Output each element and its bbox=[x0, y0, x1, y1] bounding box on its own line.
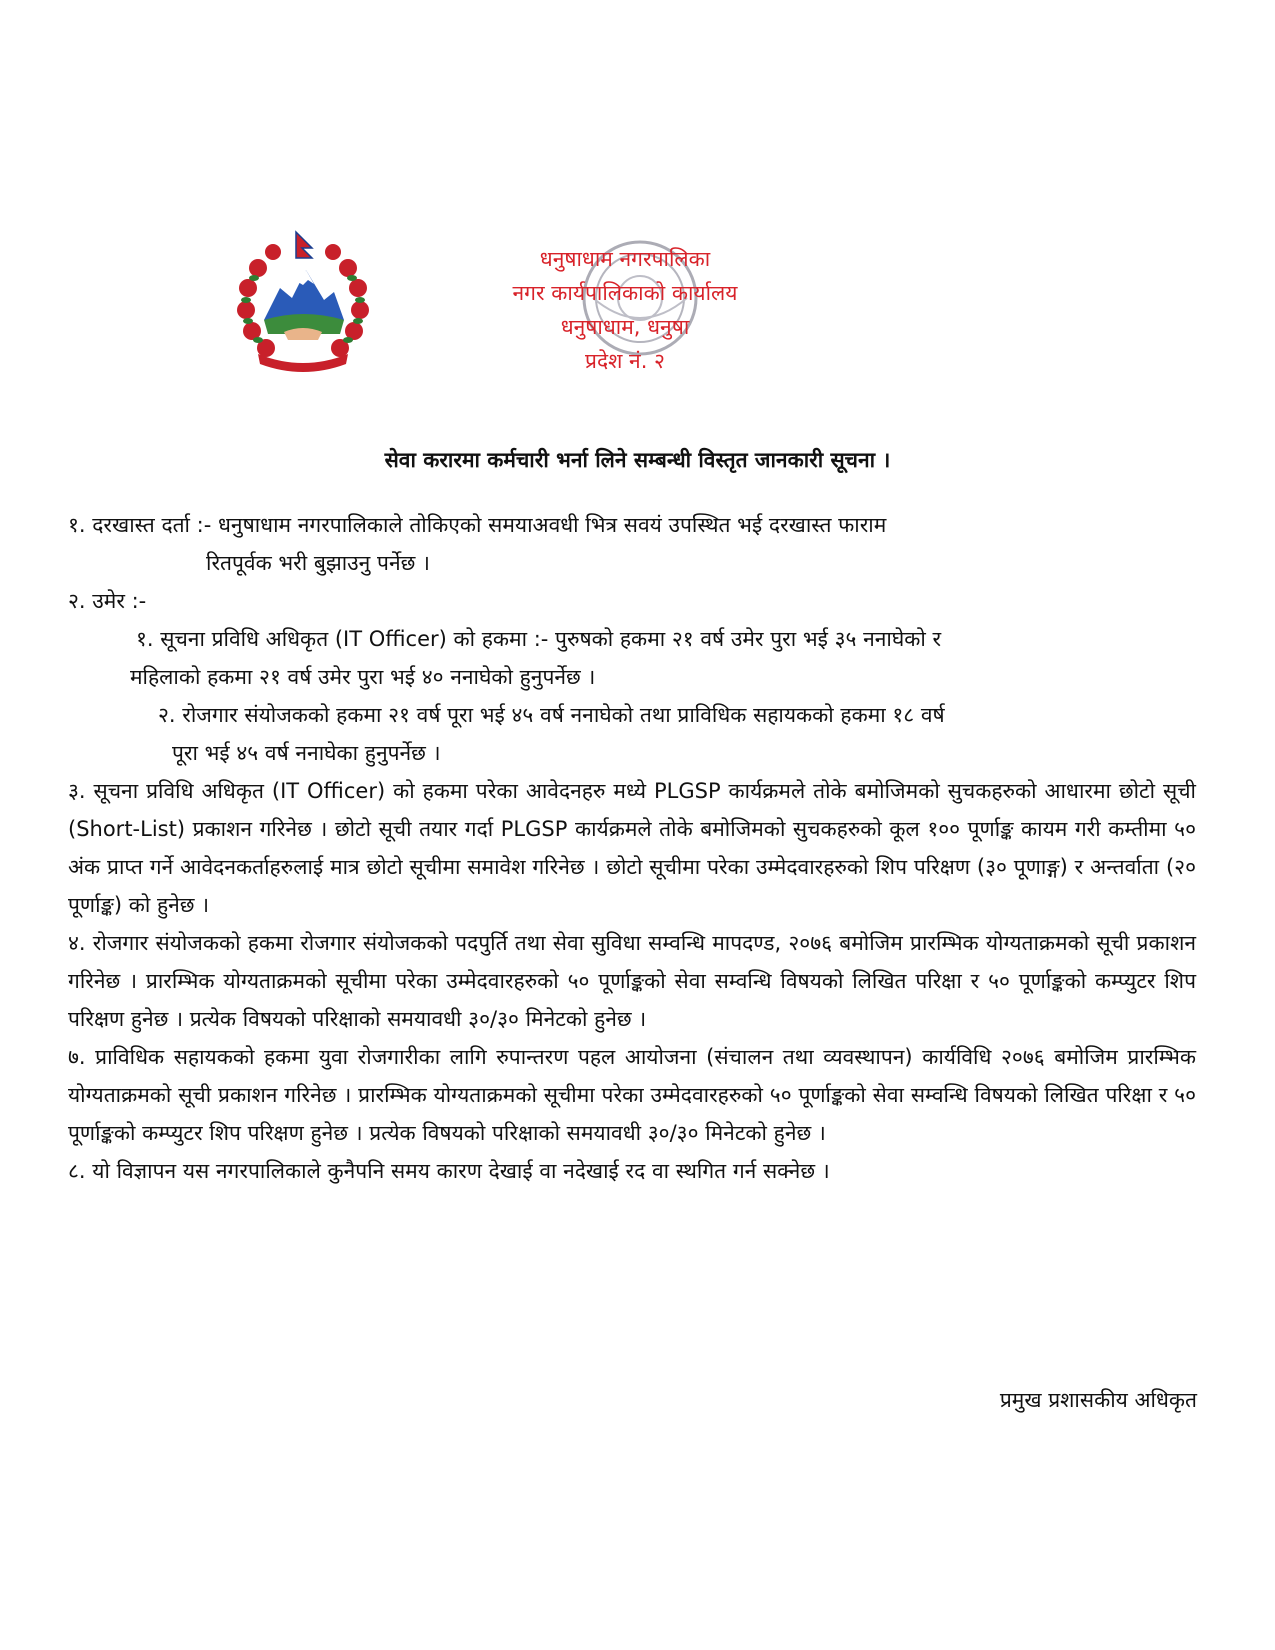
province-number: प्रदेश नं. २ bbox=[585, 349, 665, 373]
item-3-paragraph: ३. सूचना प्रविधि अधिकृत (IT Officer) को हकमा परेका आवेदनहरु मध्ये PLGSP कार्यक्रमले तोके बमोजिमको सुचकहरुको आधारमा छोटो सूची (Short-List) प्रकाशन गरिनेछ । छोटो सूची तयार गर्दा PLGSP कार्यक्रमले तोके बमोजिमको सुचकहरुको कूल १०० पूर्णाङ्क कायम गरी कम्तीमा ५० अंक प्राप्त गर्ने आवेदनकर्ताहरुलाई मात्र छोटो सूचीमा समावेश गरिनेछ । छोटो सूचीमा परेका उम्मेदवारहरुको शिप परिक्षण (३० पूणाङ्ग) र अन्तर्वाता (२० पूर्णाङ्क) को हुनेछ । bbox=[68, 779, 1196, 917]
item-7-paragraph: ७. प्राविधिक सहायकको हकमा युवा रोजगारीका लागि रुपान्तरण पहल आयोजना (संचालन तथा व्यवस्थापन) कार्यविधि २०७६ बमोजिम प्रारम्भिक योग्यताक्रमको सूची प्रकाशन गरिनेछ । प्रारम्भिक योग्यताक्रमको सूचीमा परेका उम्मेदवारहरुको ५० पूर्णाङ्कको सेवा सम्वन्धि विषयको लिखित परिक्षा र ५० पूर्णाङ्कको कम्प्युटर शिप परिक्षण हुनेछ । प्रत्येक विषयको परिक्षाको समयावधी ३०/३० मिनेटको हुनेछ । bbox=[68, 1045, 1196, 1145]
item-1-line-2: रितपूर्वक भरी बुझाउनु पर्नेछ । bbox=[206, 551, 430, 575]
notice-body bbox=[68, 506, 1196, 1190]
item-8-line: ८. यो विज्ञापन यस नगरपालिकाले कुनैपनि समय कारण देखाई वा नदेखाई रद वा स्थगित गर्न सक्नेछ । bbox=[68, 1159, 830, 1183]
item-4-paragraph: ४. रोजगार संयोजकको हकमा रोजगार संयोजकको पदपुर्ति तथा सेवा सुविधा सम्वन्धि मापदण्ड, २०७६ बमोजिम प्रारम्भिक योग्यताक्रमको सूची प्रकाशन गरिनेछ । प्रारम्भिक योग्यताक्रमको सूचीमा परेका उम्मेदवारहरुको ५० पूर्णाङ्कको सेवा सम्वन्धि विषयको लिखित परिक्षा र ५० पूर्णाङ्कको कम्प्युटर शिप परिक्षण हुनेछ । प्रत्येक विषयको परिक्षाको समयावधी ३०/३० मिनेटको हुनेछ । bbox=[68, 931, 1196, 1031]
office-header bbox=[460, 242, 790, 378]
nepal-emblem-icon bbox=[228, 228, 378, 378]
item-2b-line-2: पूरा भई ४५ वर्ष ननाघेका हुनुपर्नेछ । bbox=[172, 741, 441, 765]
notice-title: सेवा करारमा कर्मचारी भर्ना लिने सम्बन्धी विस्तृत जानकारी सूचना । bbox=[384, 448, 891, 472]
item-2a-line-2: महिलाको हकमा २१ वर्ष उमेर पुरा भई ४० ननाघेको हुनुपर्नेछ । bbox=[130, 665, 596, 689]
item-2-heading: २. उमेर :- bbox=[68, 589, 147, 613]
item-2b-line-1: २. रोजगार संयोजकको हकमा २१ वर्ष पूरा भई ४५ वर्ष ननाघेको तथा प्राविधिक सहायकको हकमा १८ वर्ष bbox=[158, 703, 945, 727]
item-2a-line-1: १. सूचना प्रविधि अधिकृत (IT Officer) को हकमा :- पुरुषको हकमा २१ वर्ष उमेर पुरा भई ३५ ननाघेको र bbox=[136, 627, 942, 651]
municipality-name: धनुषाधाम नगरपालिका bbox=[539, 247, 711, 271]
signature-title: प्रमुख प्रशासकीय अधिकृत bbox=[999, 1388, 1197, 1412]
item-1-line-1: १. दरखास्त दर्ता :- धनुषाधाम नगरपालिकाले तोकिएको समयाअवधी भित्र सवयं उपस्थित भई दरखास्त फाराम bbox=[68, 513, 887, 537]
office-name: नगर कार्यपालिकाको कार्यालय bbox=[512, 281, 738, 305]
office-address: धनुषाधाम, धनुषा bbox=[560, 315, 690, 339]
